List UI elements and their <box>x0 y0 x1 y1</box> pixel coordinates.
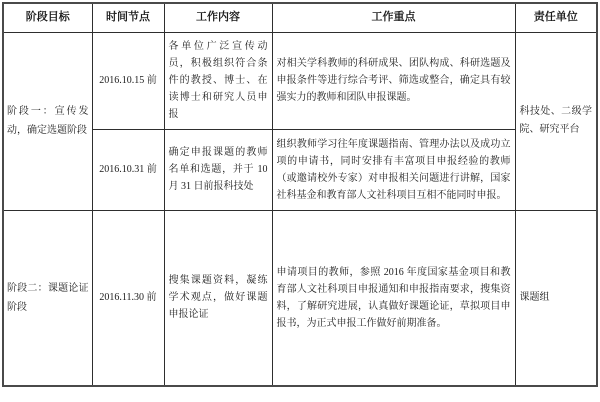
cell-stage1-focus2: 组织教师学习往年度课题指南、管理办法以及成功立项的申请书，同时安排有丰富项目申报经验的教师（或邀请校外专家）对申报相关问题进行讲解，国家社科基金和教育部人文社科项目互相不能同时申报。 <box>272 129 515 210</box>
cell-stage2-goal: 阶段二：课题论证阶段 <box>3 210 92 386</box>
cell-stage1-focus1: 对相关学科教师的科研成果、团队构成、科研选题及申报条件等进行综合考评、筛选或整合，确定具有较强实力的教师和团队申报课题。 <box>272 32 515 129</box>
cell-stage2-focus: 申请项目的教师，参照 2016 年度国家基金项目和教育部人文社科项目申报通知和申报指南要求，搜集资料，了解研究进展，认真做好课题论证，草拟项目申报书，为正式申报工作做好前期准备。 <box>272 210 515 386</box>
table-header-row <box>3 3 597 32</box>
header-responsible-unit: 责任单位 <box>515 3 597 32</box>
table-row-stage2 <box>3 210 597 386</box>
header-work-focus: 工作重点 <box>272 3 515 32</box>
cell-stage1-time1: 2016.10.15 前 <box>92 32 164 129</box>
cell-stage2-responsible: 课题组 <box>515 210 597 386</box>
cell-stage1-responsible: 科技处、二级学院、研究平台 <box>515 32 597 210</box>
table-row-stage1-sub1 <box>3 32 597 129</box>
header-work-content: 工作内容 <box>164 3 272 32</box>
header-time-node: 时间节点 <box>92 3 164 32</box>
cell-stage1-time2: 2016.10.31 前 <box>92 129 164 210</box>
cell-stage1-content2: 确定申报课题的教师名单和选题，并于 10 月 31 日前报科技处 <box>164 129 272 210</box>
cell-stage1-content1: 各单位广泛宣传动员，积极组织符合条件的教授、博士、在读博士和研究人员申报 <box>164 32 272 129</box>
work-plan-table <box>2 2 598 387</box>
header-stage-goal: 阶段目标 <box>3 3 92 32</box>
cell-stage2-time: 2016.11.30 前 <box>92 210 164 386</box>
table-row-stage1-sub2 <box>3 129 597 210</box>
cell-stage2-content: 搜集课题资料，凝练学术观点，做好课题申报论证 <box>164 210 272 386</box>
cell-stage1-goal: 阶段一：宣传发动，确定选题阶段 <box>3 32 92 210</box>
